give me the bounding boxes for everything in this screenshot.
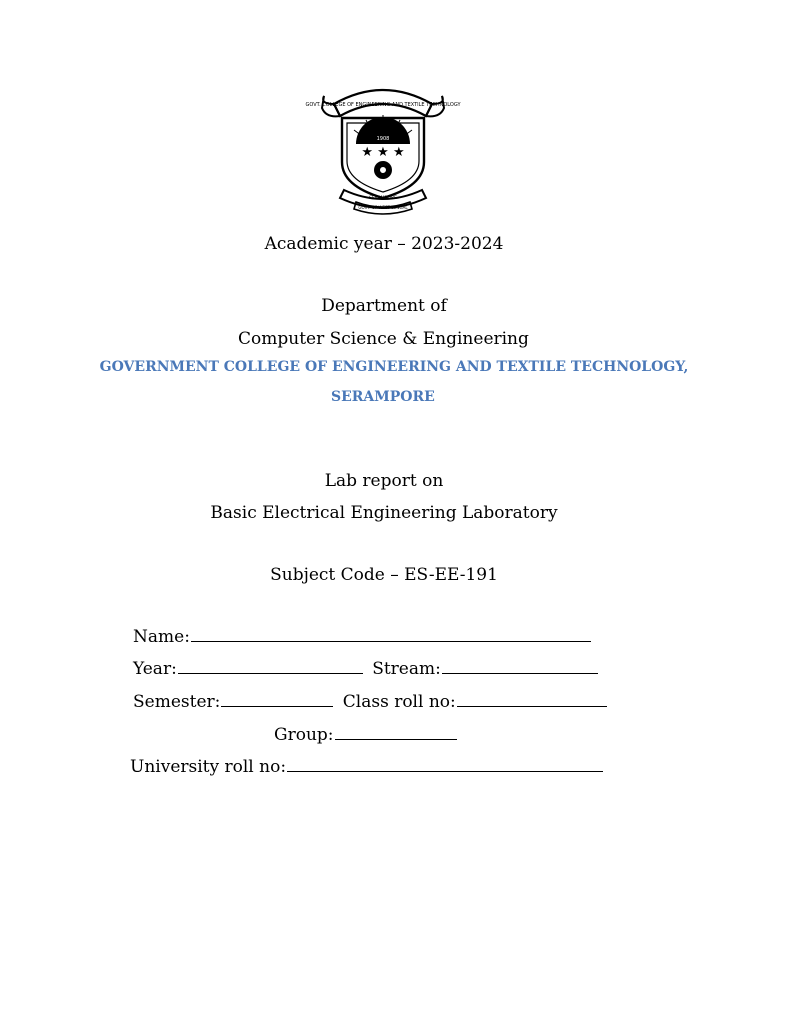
semester-label: Semester: — [133, 692, 221, 712]
college-name: GOVERNMENT COLLEGE OF ENGINEERING AND TEXTILE TECHNOLOGY, — [99, 359, 689, 375]
semester-blank[interactable] — [221, 692, 333, 707]
subject-code: Subject Code – ES-EE-191 — [270, 565, 498, 585]
stream-label: Stream: — [372, 659, 441, 679]
college-city: SERAMPORE — [331, 389, 435, 405]
logo-year: 1908 — [376, 136, 390, 142]
name-blank[interactable] — [191, 627, 591, 642]
stream-blank[interactable] — [442, 659, 598, 674]
group-row — [274, 725, 457, 745]
year-stream-row — [133, 659, 598, 679]
semester-roll-row — [133, 692, 607, 712]
university-roll-row — [130, 757, 603, 777]
name-field — [133, 627, 591, 647]
logo-place: SERAMPORE — [369, 196, 397, 201]
year-blank[interactable] — [178, 659, 363, 674]
department-line2: Computer Science & Engineering — [238, 329, 529, 349]
logo-top-text: GOVT. COLLEGE OF ENGINEERING AND TEXTILE TECHNOLOGY — [305, 102, 461, 108]
class-roll-label: Class roll no: — [342, 692, 456, 712]
academic-year: Academic year – 2023-2024 — [264, 234, 504, 254]
name-label: Name: — [133, 627, 190, 647]
logo-bottom-text: GOVT. OF WEST BENGAL — [358, 205, 408, 210]
department-line1: Department of — [321, 296, 447, 316]
group-label: Group: — [274, 725, 334, 745]
report-line1: Lab report on — [324, 471, 444, 491]
class-roll-blank[interactable] — [457, 692, 607, 707]
college-emblem-logo — [305, 82, 461, 212]
group-blank[interactable] — [335, 725, 457, 740]
university-roll-blank[interactable] — [287, 757, 603, 772]
university-roll-label: University roll no: — [130, 757, 287, 777]
logo-stars-icon: ★ ★ ★ — [361, 145, 405, 160]
report-line2: Basic Electrical Engineering Laboratory — [210, 503, 558, 523]
year-label: Year: — [133, 659, 177, 679]
